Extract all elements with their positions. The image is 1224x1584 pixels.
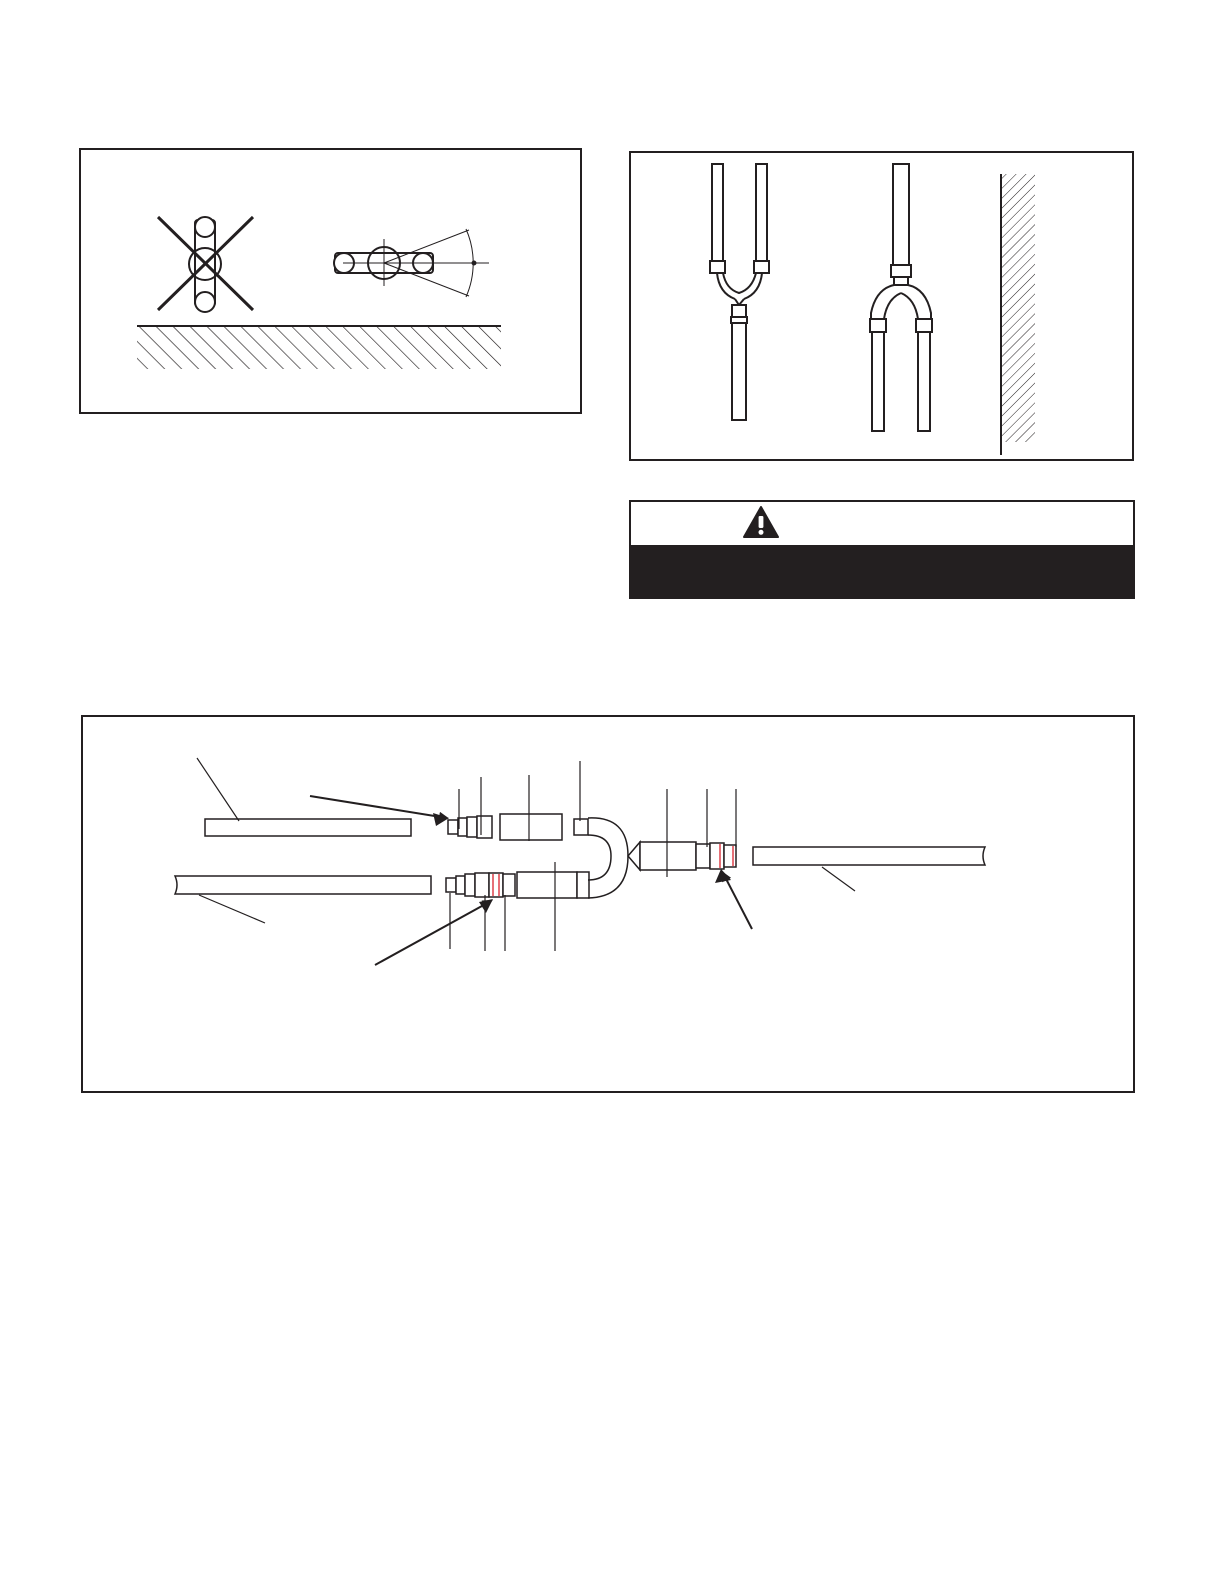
branch-body (640, 842, 696, 870)
orientation-drawing (81, 150, 584, 416)
u-bend-inner (588, 835, 611, 880)
reducer-upper (448, 814, 562, 840)
figure-branch-assembly (81, 715, 1135, 1093)
pipe-left-upper (205, 819, 411, 836)
caution-header (631, 502, 1133, 544)
wall (1001, 174, 1035, 455)
fitting-cap (574, 819, 588, 835)
floor-hatching (137, 327, 501, 369)
warning-triangle-icon (742, 505, 780, 539)
caution-body (631, 545, 1133, 597)
u-bend-outer (588, 818, 628, 898)
branch-outlets-down (870, 164, 932, 431)
reducer-right (696, 843, 736, 869)
branch-assembly-drawing (83, 717, 1137, 1095)
vertical-installation-drawing (631, 153, 1136, 463)
pipe-left-lower (175, 876, 431, 894)
caution-box (629, 500, 1135, 599)
figure-vertical-installation (629, 151, 1134, 461)
figure-branch-orientation (79, 148, 582, 414)
branch-outlets-up (710, 164, 769, 420)
branch-joint (628, 842, 640, 870)
reducer-lower (446, 872, 589, 898)
pipe-right (753, 847, 985, 865)
angle-indicator (343, 229, 489, 297)
